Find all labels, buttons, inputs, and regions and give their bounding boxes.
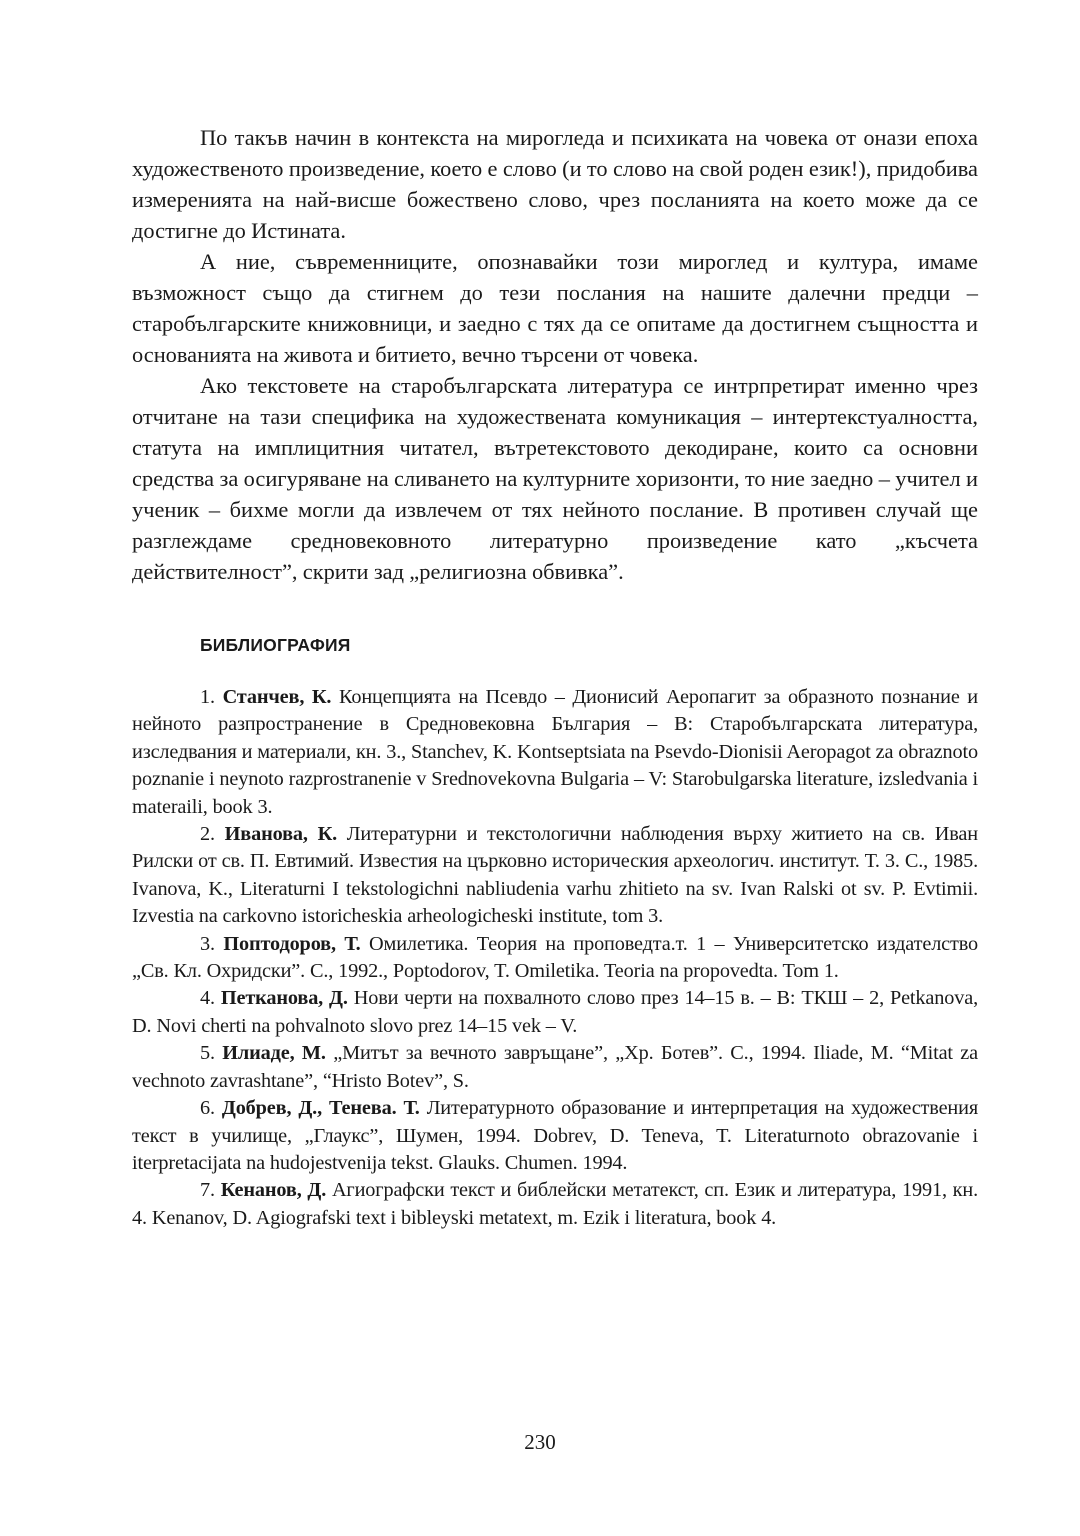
- entry-number: 5.: [200, 1042, 215, 1065]
- entry-number: 2.: [200, 823, 215, 846]
- bibliography-entry-6: [132, 1095, 978, 1177]
- entry-author: Иванова, К.: [224, 823, 338, 846]
- entry-author: Илиаде, М.: [222, 1042, 326, 1065]
- bibliography-heading: БИБЛИОГРАФИЯ: [200, 635, 351, 655]
- entry-author: Поптодоров, Т.: [223, 932, 361, 955]
- bibliography-entry-3: [132, 931, 978, 986]
- bibliography-entry-1: [132, 684, 978, 821]
- entry-author: Петканова, Д.: [220, 987, 348, 1010]
- bibliography-entry-7: [132, 1177, 978, 1232]
- entry-text: „Митът за вечното завръщане”, „Хр. Ботев”. С., 1994. Iliade, M. “Mitat za vechnoto zavrashtane”, “Hristo Botev”, S.: [132, 1042, 978, 1092]
- body-paragraph-3: Ако текстовете на старобългарската литература се интрпретират именно чрез отчитане на тази специфика на художествената комуникация – интертекстуалността, статута на имплицитния читател, вътретекстовото декодиране, които са основни средства за осигуряване на сливането на културните хоризонти, то ние заедно – учител и ученик – бихме могли да извлечем от тях нейното послание. В противен случай ще разглеждаме средновековното литературно произведение като „късчета действителност”, скрити зад „религиозна обвивка”.: [132, 373, 978, 584]
- entry-number: 3.: [200, 932, 215, 955]
- entry-text: Нови черти на похвалното слово през 14–15 в. – В: ТКШ – 2, Petkanova, D. Novi cherti na pohvalnoto slovo prez 14–15 vek – V.: [132, 987, 979, 1037]
- entry-number: 7.: [200, 1179, 215, 1202]
- page-number: 230: [524, 1430, 556, 1454]
- entry-text: Агиографски текст и библейски метатекст, сп. Език и литература, 1991, кн. 4. Kenanov, D. Agiografski text i bibleyski metatext, m. Ezik i literatura, book 4.: [132, 1179, 978, 1229]
- entry-text: Литературното образование и интерпретация на художествения текст в училище, „Глаукс”, Шумен, 1994. Dobrev, D. Teneva, T. Literaturnoto obrazovanie i iterpretacijata na hudojestvenija tekst. Glauks. Chumen. 1994.: [132, 1097, 979, 1174]
- entry-text: Омилетика. Теория на проповедта.т. 1 – Университетско издателство „Св. Кл. Охридски”. С., 1992., Poptodorov, T. Omiletika. Teoria na propovedta. Tom 1.: [132, 932, 979, 983]
- body-paragraph-2: А ние, съвременниците, опознавайки този мироглед и култура, имаме възможност също да стигнем до тези послания на нашите далечни предци – старобългарските книжовници, и заедно с тях да се опитаме да достигнем същността и основанията на живота и битието, вечно търсени от човека.: [132, 249, 978, 367]
- entry-text: Концепцията на Псевдо – Дионисий Аеропагит за образното познание и нейното разпространение в Средновековна България – В: Старобългарската литература, изследвания и материали, кн. 3., Stanchev, K. Kontseptsiata na Psevdo-Dionisii Aeropagot za obraznoto poznanie i neynoto razprostranenie v Srednovekovna Bulgaria – V: Starobulgarska literature, izsledvania i materaili, book 3.: [132, 686, 979, 818]
- entry-author: Добрев, Д., Тенева. Т.: [221, 1097, 420, 1120]
- entry-author: Кенанов, Д.: [220, 1179, 327, 1202]
- body-paragraph-1: По такъв начин в контекста на мирогледа и психиката на човека от онази епоха художественото произведение, което е слово (и то слово на свой роден език!), придобива измеренията на най-висше божествено слово, чрез посланията на което може да се достигне до Истината.: [132, 125, 978, 243]
- body-text: [132, 122, 978, 587]
- entry-number: 4.: [200, 987, 215, 1010]
- bibliography-list: [132, 684, 978, 1232]
- entry-number: 6.: [200, 1097, 215, 1120]
- entry-number: 1.: [200, 686, 215, 708]
- entry-text: Литературни и текстологични наблюдения върху житието на св. Иван Рилски от св. П. Евтимий. Известия на църковно историческия археологич. институт. Т. 3. С., 1985. Ivanova, K., Literaturni I tekstologichni nabliudenia varhu zhitieto na sv. Ivan Ralski ot sv. P. Evtimii. Izvestia na carkovno istoricheskia arheologicheski institute, tom 3.: [132, 823, 978, 928]
- bibliography-entry-5: [132, 1040, 978, 1095]
- entry-author: Станчев, К.: [222, 686, 332, 708]
- bibliography-entry-2: [132, 821, 978, 931]
- bibliography-entry-4: [132, 985, 978, 1040]
- page-content: [132, 122, 978, 1232]
